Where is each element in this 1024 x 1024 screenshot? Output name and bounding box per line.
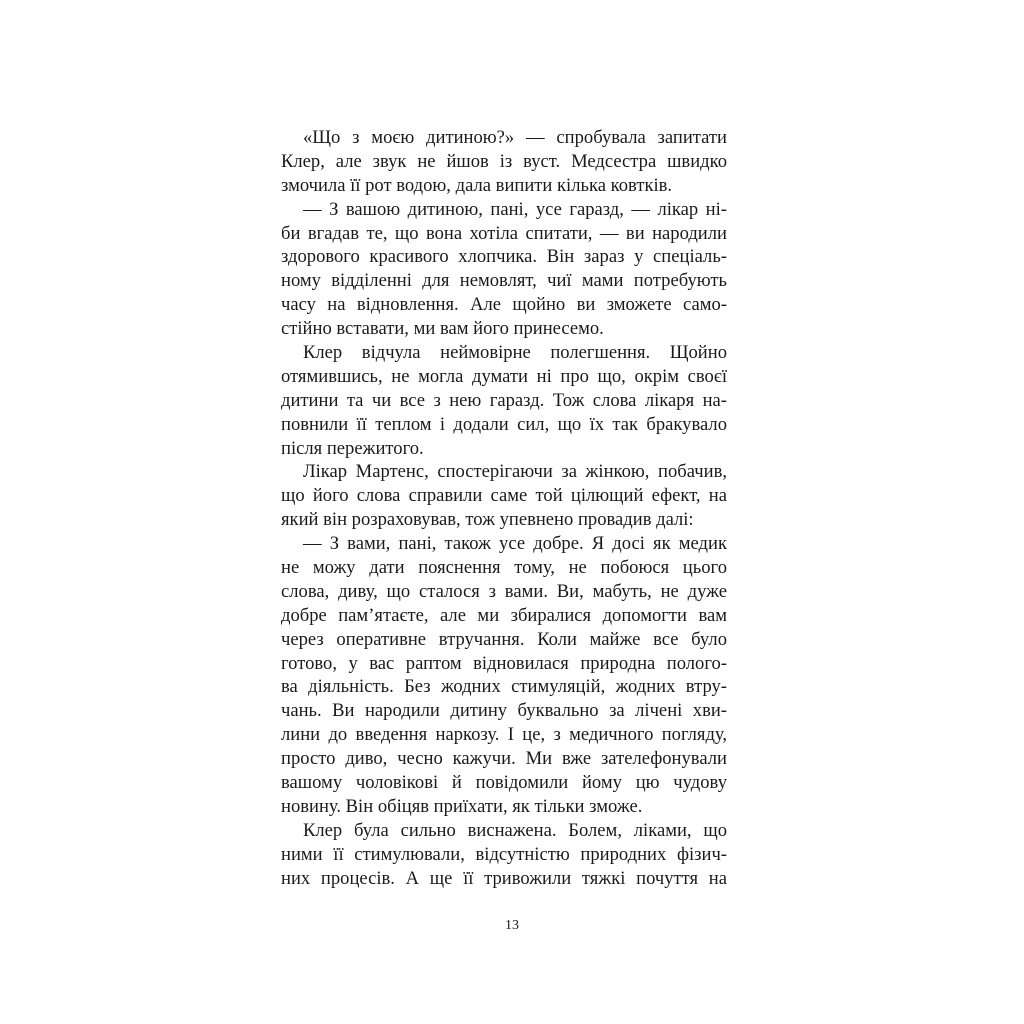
text-line: після пережитого. (281, 437, 424, 459)
text-line: ному відділенні для немовлят, чиї мами потребують (281, 270, 727, 292)
text-line: Клер була сильно виснажена. Болем, ліками, що (303, 819, 727, 841)
text-line: що його слова справили саме той цілющий ефект, на (281, 485, 727, 507)
text-line: новину. Він обіцяв приїхати, як тільки зможе. (281, 795, 643, 817)
text-line: готово, у вас раптом відновилася природна полого- (281, 652, 727, 674)
text-line: — З вашою дитиною, пані, усе гаразд, — лікар ні- (303, 198, 727, 220)
text-line: який він розраховував, тож упевнено провадив далі: (281, 509, 694, 531)
text-line: повнили її теплом і додали сил, що їх так бракувало (281, 413, 727, 435)
text-line: ва діяльність. Без жодних стимуляцій, жодних втру- (281, 676, 727, 698)
page-body-text (281, 126, 727, 891)
text-line: Клер, але звук не йшов із вуст. Медсестра швидко (281, 150, 727, 172)
text-line: не можу дати пояснення тому, не побоюся цього (281, 557, 727, 579)
text-line: добре пам’ятаєте, але ми збиралися допомогти вам (281, 604, 727, 626)
text-line: отямившись, не могла думати ні про що, окрім своєї (281, 365, 727, 387)
text-line: би вгадав те, що вона хотіла спитати, — ви народили (281, 222, 727, 244)
text-line: — З вами, пані, також усе добре. Я досі як медик (303, 533, 727, 555)
text-line: змочила її рот водою, дала випити кілька ковтків. (281, 174, 673, 196)
text-line: чань. Ви народили дитину буквально за лічені хви- (281, 700, 727, 722)
text-line: часу на відновлення. Але щойно ви зможете само- (281, 294, 727, 316)
text-line: них процесів. А ще її тривожили тяжкі почуття на (281, 867, 727, 889)
text-line: Лікар Мартенс, спостерігаючи за жінкою, побачив, (303, 461, 727, 483)
text-line: просто диво, чесно кажучи. Ми вже зателефонували (281, 748, 727, 770)
text-line: через оперативне втручання. Коли майже все було (281, 628, 727, 650)
text-line: лини до введення наркозу. І це, з медичного погляду, (281, 724, 727, 746)
text-line: стійно вставати, ми вам його принесемо. (281, 318, 604, 340)
text-line: слова, диву, що сталося з вами. Ви, мабуть, не дуже (281, 580, 727, 602)
text-line: Клер відчула неймовірне полегшення. Щойно (303, 342, 727, 364)
text-line: дитини та чи все з нею гаразд. Тож слова лікаря на- (281, 389, 727, 411)
page-number: 13 (505, 918, 519, 933)
text-line: «Що з моєю дитиною?» — спробувала запитати (303, 127, 727, 148)
text-line: вашому чоловікові й повідомили йому цю чудову (281, 772, 727, 794)
text-line: здорового красивого хлопчика. Він зараз у спеціаль- (281, 246, 727, 268)
text-line: ними її стимулювали, відсутністю природних фізич- (281, 843, 727, 865)
